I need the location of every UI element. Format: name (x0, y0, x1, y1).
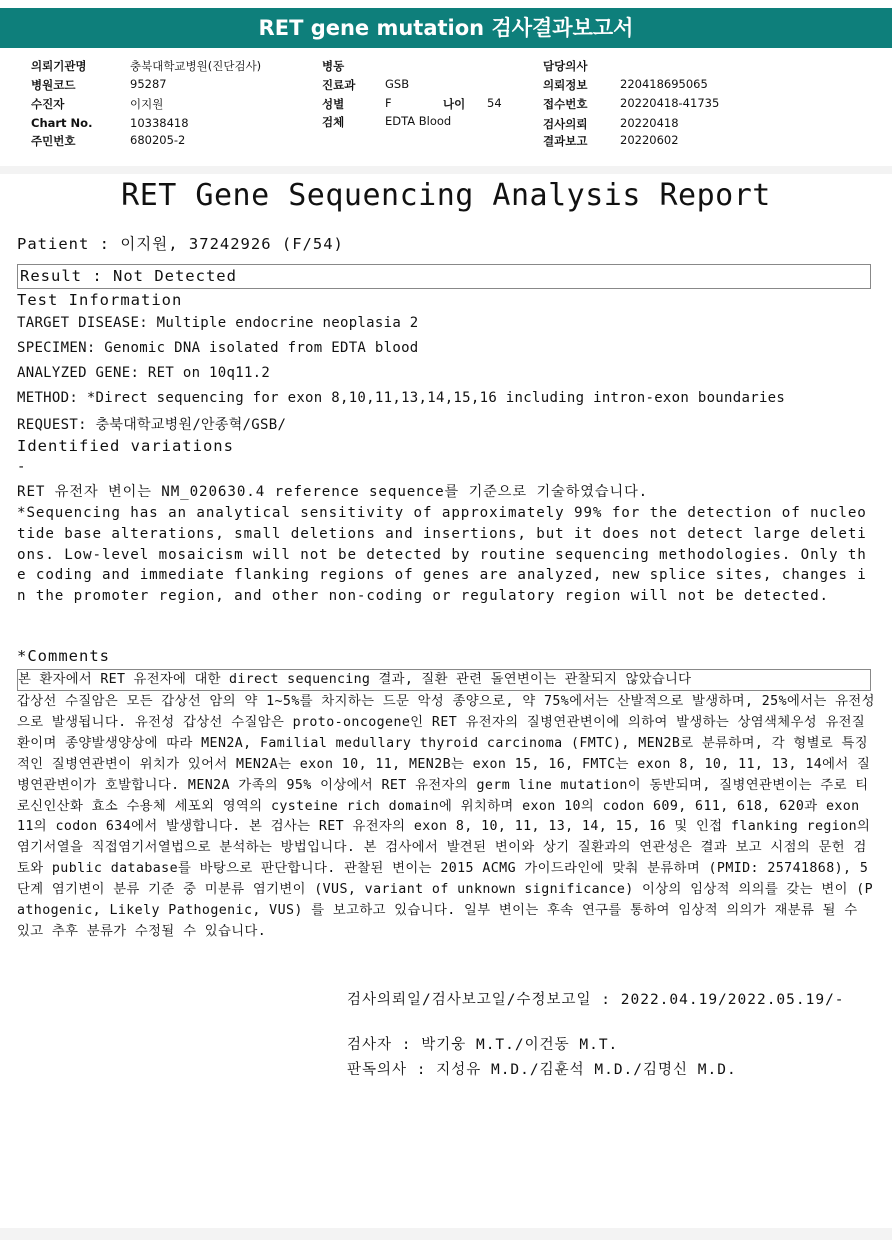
ward-label: 병동 (322, 59, 345, 73)
sex-label: 성별 (322, 97, 345, 111)
result-report-label: 결과보고 (543, 134, 588, 148)
receipt-no-value: 20220418-41735 (620, 96, 720, 110)
sensitivity-note: *Sequencing has an analytical sensitivity of approximately 99% for the detection of nucleotide base alterations, small deletions and insertions, but it does not detect large deletions. Low-level mosaicism will not be detected by routine sequencing methodologies. Only the coding and immediate flanking regions of genes are analyzed, new splice sites, changes in the promoter region, and other non-coding or regulatory region will not be detected. (17, 505, 867, 605)
test-request-value: 20220418 (620, 116, 679, 130)
specimen-label: 검체 (322, 115, 345, 129)
doctor-label: 담당의사 (543, 59, 588, 73)
request-line: REQUEST: 충북대학교병원/안종혁/GSB/ (17, 417, 287, 433)
hospital-code-value: 95287 (130, 77, 167, 91)
request-info-value: 220418695065 (620, 77, 708, 91)
recipient-value: 이지원 (130, 97, 164, 111)
examiner-line: 검사자 : 박기웅 M.T./이건동 M.T. (347, 1037, 619, 1053)
comment-boxed: 본 환자에서 RET 유전자에 대한 direct sequencing 결과, 질환 관련 돌연변이는 관찰되지 않았습니다 (17, 669, 871, 691)
test-info-heading: Test Information (17, 291, 183, 309)
resident-no-label: 주민번호 (31, 134, 76, 148)
section-divider (0, 166, 892, 174)
hospital-code-label: 병원코드 (31, 78, 76, 92)
target-disease: TARGET DISEASE: Multiple endocrine neoplasia 2 (17, 315, 419, 331)
age-label: 나이 (443, 97, 466, 111)
patient-line: Patient : 이지원, 37242926 (F/54) (17, 235, 344, 253)
page-bottom-divider (0, 1228, 892, 1240)
resident-no-value: 680205-2 (130, 133, 186, 147)
result-report-value: 20220602 (620, 133, 679, 147)
sex-value: F (385, 96, 392, 110)
dept-value: GSB (385, 77, 410, 91)
receipt-no-label: 접수번호 (543, 97, 588, 111)
comment-body: 갑상선 수질암은 모든 갑상선 암의 약 1~5%를 차지하는 드문 악성 종양으로, 약 75%에서는 산발적으로 발생하며, 25%에서는 유전성으로 발생됩니다. 유전성 갑상선 수질암은 proto-oncogene인 RET 유전자의 질병연관변이에 의하여 발생하는 상염색체우성 유전질환이며 종양발생양상에 따라 MEN2A, Familial medullary thyroid carcinoma (FMTC), MEN2B로 분류하며, 각 형별로 특징적인 질병연관변이 위치가 있어서 MEN2A는 exon 10, 11, MEN2B는 exon 15, 16, FMTC는 exon 8, 10, 11, 13, 14에서 질병연관변이가 호발합니다. MEN2A 가족의 95% 이상에서 RET 유전자의 germ line mutation이 동반되며, 질병연관변이는 주로 티로신인산화 효소 수용체 세포외 영역의 cysteine rich domain에 위치하며 exon 10의 codon 609, 611, 618, 620과 exon 11의 codon 634에서 발생합니다. 본 검사는 RET 유전자의 exon 8, 10, 11, 13, 14, 15, 16 및 인접 flanking region의 염기서열을 직접염기서열법으로 분석하는 방법입니다. 본 검사에서 발견된 변이와 상기 질환과의 연관성은 결과 보고 시점의 문헌 검토와 public database를 바탕으로 판단합니다. 관찰된 변이는 2015 ACMG 가이드라인에 맞춰 분류하며 (PMID: 25741868), 5단계 염기변이 분류 기준 중 미분류 염기변이 (VUS, variant of unknown significance) 이상의 임상적 의의를 갖는 변이 (Pathogenic, Likely Pathogenic, VUS) 를 보고하고 있습니다. 일부 변이는 후속 연구를 통하여 임상적 의의가 재분류 될 수 있고 추후 분류가 수정될 수 있습니다. (17, 694, 875, 939)
request-info-label: 의뢰정보 (543, 78, 588, 92)
report-banner: RET gene mutation 검사결과보고서 (0, 8, 892, 48)
chart-no-value: 10338418 (130, 116, 189, 130)
analyzed-gene: ANALYZED GENE: RET on 10q11.2 (17, 365, 271, 381)
patient-info-header (0, 50, 892, 167)
identified-heading: Identified variations (17, 437, 234, 455)
chart-no-label: Chart No. (31, 116, 93, 130)
method-line: METHOD: *Direct sequencing for exon 8,10,11,13,14,15,16 including intron-exon boundaries (17, 390, 786, 406)
test-request-label: 검사의뢰 (543, 117, 588, 131)
recipient-label: 수진자 (31, 97, 65, 111)
reader-line: 판독의사 : 지성유 M.D./김훈석 M.D./김명신 M.D. (347, 1062, 737, 1078)
dept-label: 진료과 (322, 78, 356, 92)
report-dates: 검사의뢰일/검사보고일/수정보고일 : 2022.04.19/2022.05.19/- (347, 992, 845, 1008)
result-box: Result : Not Detected (17, 264, 871, 289)
institution-value: 충북대학교병원(진단검사) (130, 59, 262, 73)
institution-label: 의뢰기관명 (31, 59, 87, 73)
specimen-value: EDTA Blood (385, 114, 452, 128)
age-value: 54 (487, 96, 502, 110)
identified-value: - (17, 459, 26, 475)
specimen-line: SPECIMEN: Genomic DNA isolated from EDTA blood (17, 340, 419, 356)
reference-note: RET 유전자 변이는 NM_020630.4 reference sequence를 기준으로 기술하였습니다. (17, 484, 649, 500)
comments-heading: *Comments (17, 647, 110, 665)
report-title: RET Gene Sequencing Analysis Report (121, 178, 771, 213)
